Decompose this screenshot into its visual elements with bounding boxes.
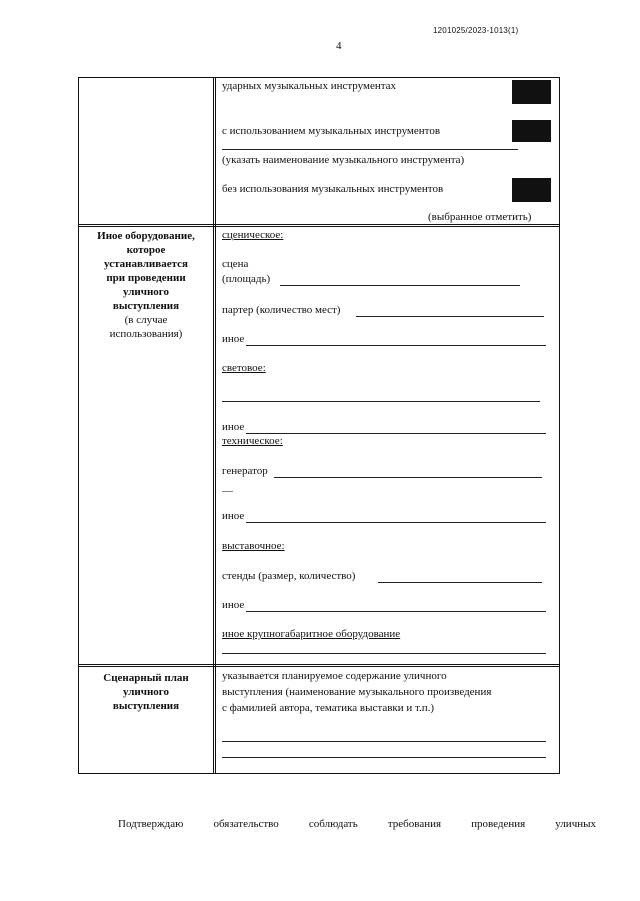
scenario-heading-line: уличного [123, 686, 169, 698]
equipment-heading-note: (в случае [124, 314, 168, 326]
equipment-heading [82, 229, 210, 341]
generator-field[interactable] [274, 477, 542, 478]
generator-label: генератор [222, 465, 268, 477]
stands-field[interactable] [378, 582, 542, 583]
large-equipment-title: иное крупногабаритное оборудование [222, 628, 401, 640]
table-column-divider [213, 77, 216, 774]
other-technical-field[interactable] [246, 522, 546, 523]
confirmation-text [118, 818, 596, 830]
technical-equipment-title: техническое: [222, 435, 283, 447]
redaction-box [512, 120, 551, 142]
light-equipment-field[interactable] [222, 401, 540, 402]
confirmation-word: требования [387, 818, 442, 830]
scenario-field[interactable] [222, 757, 546, 758]
scenario-description-line: выступления (наименование музыкального произведения [222, 686, 492, 698]
stands-label: стенды (размер, количество) [222, 570, 356, 582]
parterre-label: партер (количество мест) [222, 304, 341, 316]
table-row-divider [78, 224, 560, 227]
equipment-heading-note: использования) [109, 328, 183, 340]
other-light-label: иное [222, 421, 245, 433]
page-number: 4 [336, 40, 342, 52]
percussion-option: ударных музыкальных инструментах [222, 80, 397, 92]
other-stage-label: иное [222, 333, 245, 345]
stage-equipment-title: сценическое: [222, 229, 284, 241]
scenario-heading-line: выступления [112, 700, 180, 712]
equipment-heading-line: уличного [123, 286, 169, 298]
light-equipment-title: световое: [222, 362, 266, 374]
without-instruments-option: без использования музыкальных инструментов [222, 183, 444, 195]
area-field[interactable] [280, 285, 520, 286]
scenario-description-line: с фамилией автора, тематика выставки и т.п.) [222, 702, 435, 714]
equipment-heading-line: устанавливается [104, 258, 188, 270]
dash-mark: — [222, 485, 233, 497]
confirmation-word: обязательство [213, 818, 279, 830]
specify-instrument-hint: (указать наименование музыкального инструмента) [222, 154, 465, 166]
scenario-heading-line: Сценарный план [103, 672, 189, 684]
equipment-heading-line: при проведении [106, 272, 186, 284]
other-technical-label: иное [222, 510, 245, 522]
confirmation-word: Подтверждаю [118, 818, 184, 830]
scenario-heading [82, 671, 210, 713]
scenario-field[interactable] [222, 741, 546, 742]
instrument-name-field[interactable] [222, 149, 518, 150]
other-light-field[interactable] [246, 433, 546, 434]
other-exhibition-label: иное [222, 599, 245, 611]
confirmation-word: проведения [471, 818, 526, 830]
table-row-divider [78, 664, 560, 667]
redaction-box [512, 178, 551, 202]
large-equipment-field[interactable] [222, 653, 546, 654]
mark-selected-hint: (выбранное отметить) [428, 211, 532, 223]
equipment-heading-line: Иное оборудование, [97, 230, 195, 242]
exhibition-equipment-title: выставочное: [222, 540, 285, 552]
with-instruments-option: с использованием музыкальных инструментов [222, 125, 441, 137]
confirmation-word: соблюдать [308, 818, 358, 830]
other-exhibition-field[interactable] [246, 611, 546, 612]
other-stage-field[interactable] [246, 345, 546, 346]
area-label: (площадь) [222, 273, 271, 285]
document-id: 1201025/2023-1013(1) [433, 26, 519, 35]
redaction-box [512, 80, 551, 104]
stage-label: сцена [222, 258, 249, 270]
equipment-heading-line: выступления [112, 300, 180, 312]
parterre-seats-field[interactable] [356, 316, 544, 317]
confirmation-word: уличных [555, 818, 596, 830]
scenario-description-line: указывается планируемое содержание уличного [222, 670, 447, 682]
equipment-heading-line: которое [126, 244, 166, 256]
